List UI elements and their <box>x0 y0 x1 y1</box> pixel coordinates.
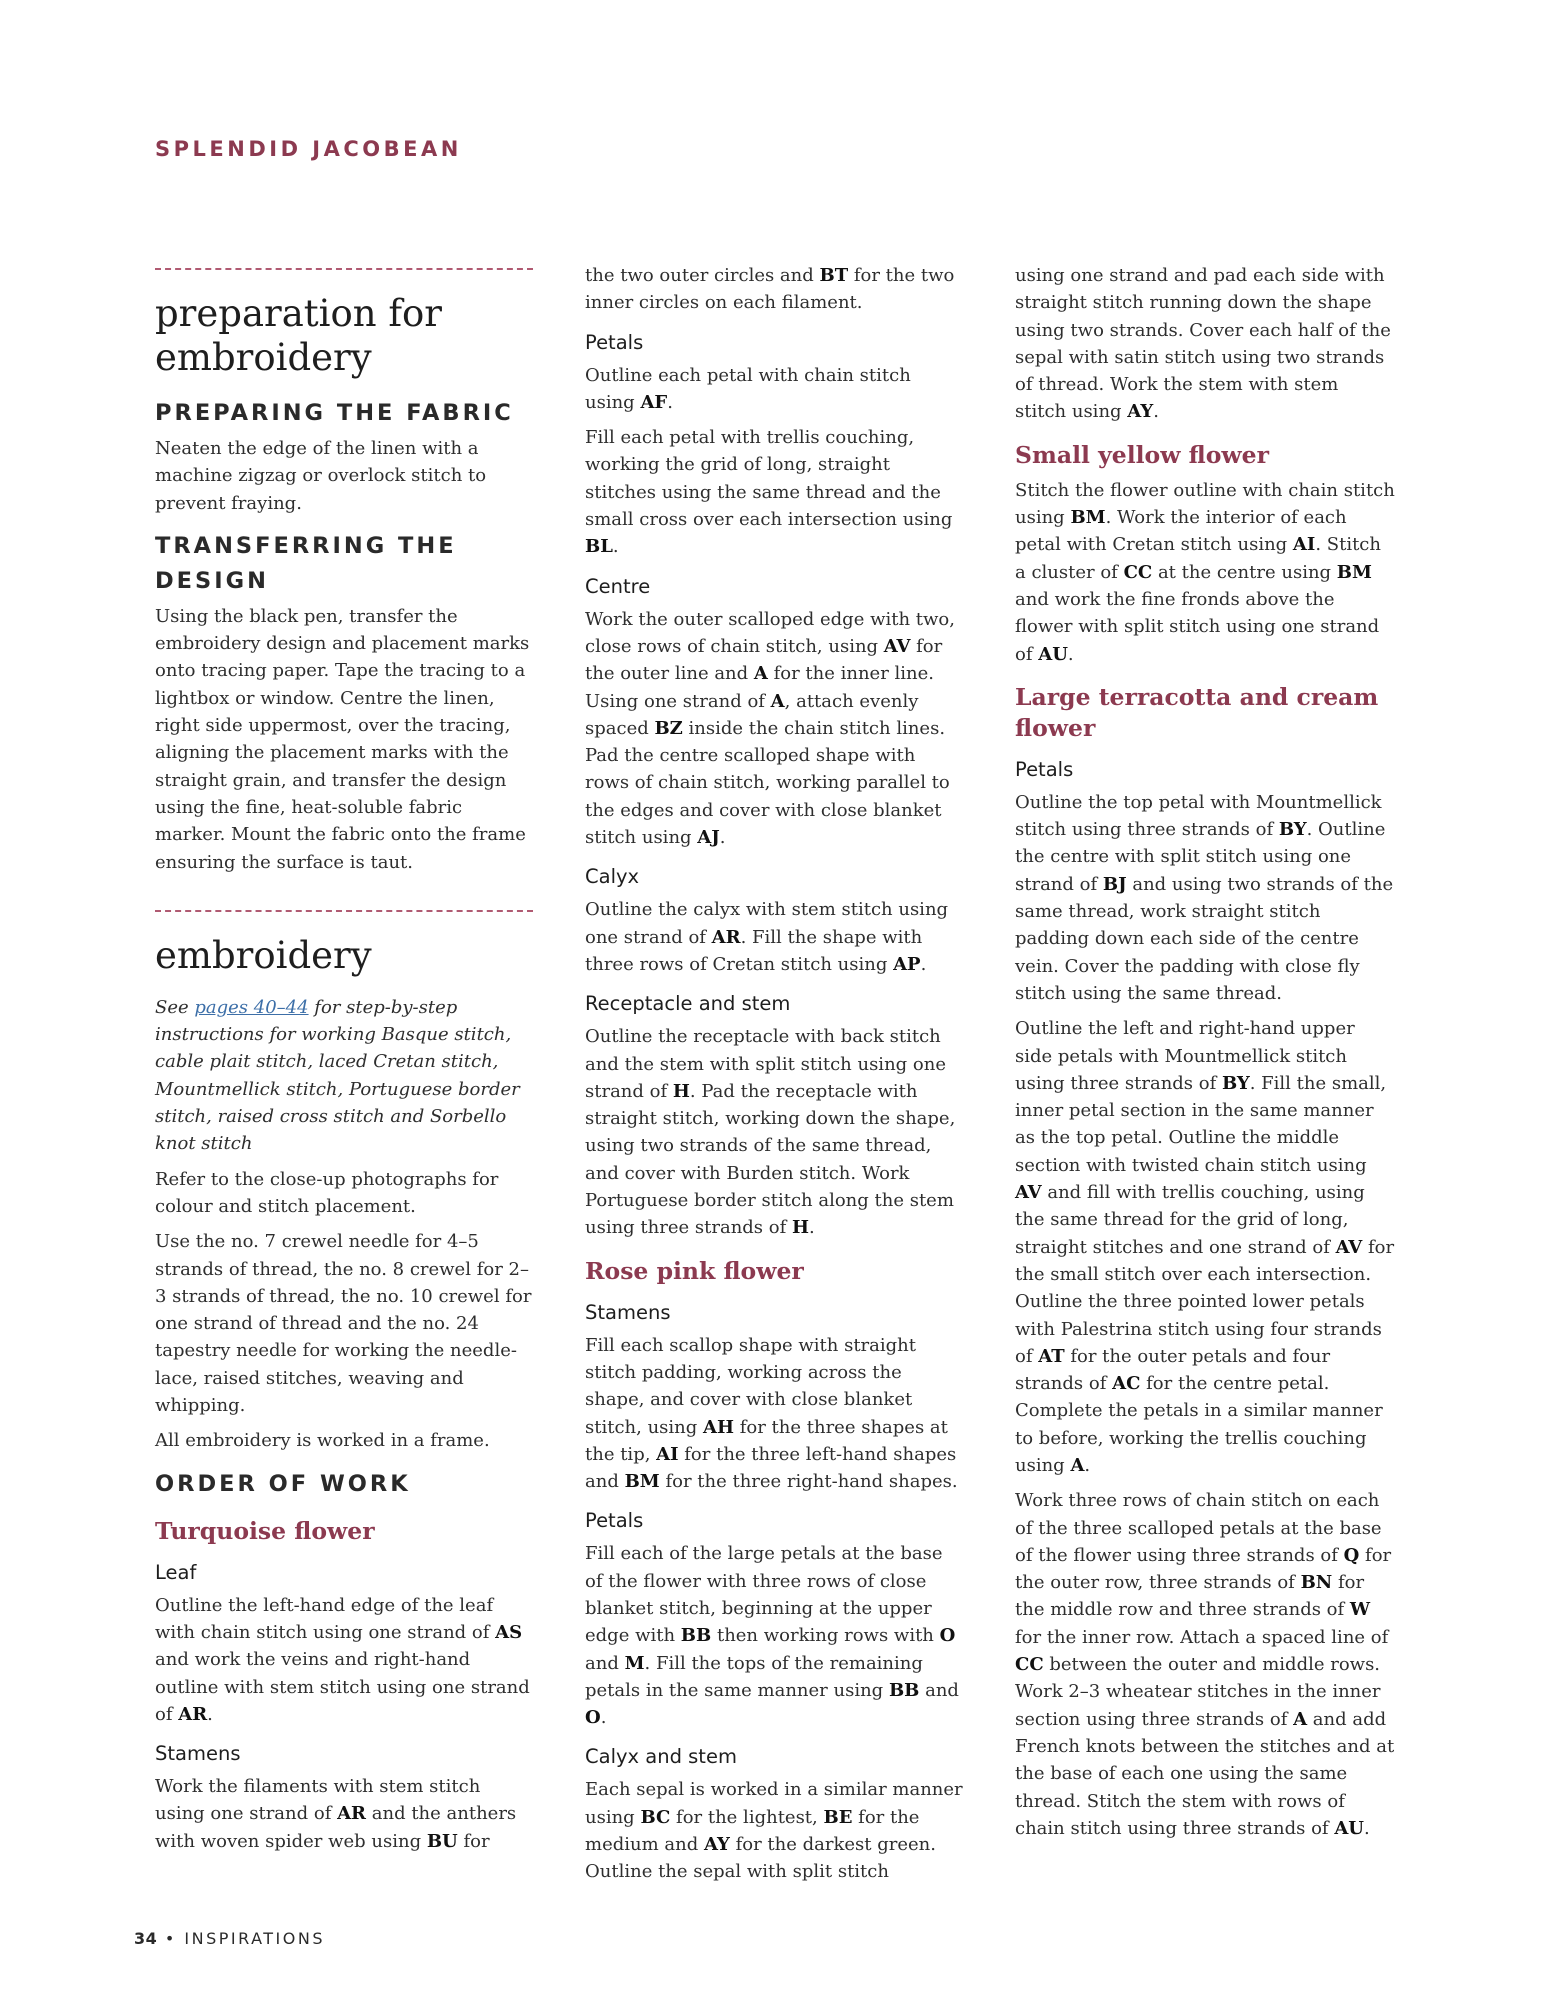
publication-name: INSPIRATIONS <box>184 1929 325 1948</box>
heading-calyx: Calyx <box>585 865 640 889</box>
paragraph-preparing-fabric: Neaten the edge of the linen with a machine zigzag or overlock stitch to prevent fraying. <box>155 438 487 514</box>
paragraph-terracotta-top-petal: Outline the top petal with Mountmellick stitch using three strands of BY. Outline the centre with split stitch using one strand of BJ and using two strands of the same thread, work straight stitch padding down each side of the centre vein. Cover the padding with close fly stitch using the same thread. <box>1015 791 1394 1004</box>
pages-link[interactable]: pages 40–44 <box>194 996 309 1018</box>
page-footer <box>134 1929 325 1948</box>
heading-order-of-work: ORDER OF WORK <box>155 1470 411 1497</box>
page-number: 34 <box>134 1929 158 1948</box>
paragraph-rose-stamens: Fill each scallop shape with straight stitch padding, working across the shape, and cover with close blanket stitch, using AH for the three shapes at the tip, AI for the three left-hand shapes and BM for the three right-hand shapes. <box>585 1334 958 1493</box>
subtitle-terracotta-flower: Large terracotta and cream flower <box>1015 682 1379 742</box>
note-rest: for step-by-step instructions for working Basque stitch, cable plait stitch, laced Cretan stitch, Mountmellick stitch, Portuguese border stitch, raised cross stitch and Sorbello knot stitch <box>155 996 520 1155</box>
heading-transferring-design: TRANSFERRING THE DESIGN <box>155 532 457 594</box>
heading-rose-stamens: Stamens <box>585 1300 671 1324</box>
heading-stamens: Stamens <box>155 1742 241 1766</box>
heading-rose-calyx-stem: Calyx and stem <box>585 1745 737 1769</box>
paragraph-petals-outline: Outline each petal with chain stitch using AF. <box>585 364 911 413</box>
heading-preparing-fabric: PREPARING THE FABRIC <box>155 400 514 426</box>
section-title-preparation: preparation for embroidery <box>155 292 442 379</box>
heading-receptacle-stem: Receptacle and stem <box>585 992 791 1016</box>
paragraph-yellow-flower: Stitch the flower outline with chain stitch using BM. Work the interior of each petal with Cretan stitch using AI. Stitch a cluster of CC at the centre using BM and work the fine fronds above the flower with split stitch using one strand of AU. <box>1015 479 1395 665</box>
paragraph-transferring-design: Using the black pen, transfer the embroidery design and placement marks onto tracing paper. Tape the tracing to a lightbox or window. Centre the linen, right side uppermost, over the tracing, aligning the placement marks with the straight grain, and transfer the design using the fine, heat-soluble fabric marker. Mount the fabric onto the frame ensuring the surface is taut. <box>155 605 530 873</box>
paragraph-frame: All embroidery is worked in a frame. <box>155 1430 490 1452</box>
section-divider <box>155 910 533 912</box>
paragraph-receptacle-stem: Outline the receptacle with back stitch and the stem with split stitch using one strand of H. Pad the receptacle with straight stitch, working down the shape, using two strands of the same thread, and cover with Burden stitch. Work Portuguese border stitch along the stem using three strands of H. <box>585 1026 956 1239</box>
paragraph-stamens-continued: the two outer circles and BT for the two inner circles on each filament. <box>585 265 955 314</box>
heading-leaf: Leaf <box>155 1560 197 1584</box>
column-2 <box>585 262 965 1894</box>
paragraph-refer-photos: Refer to the close-up photographs for colour and stitch placement. <box>155 1168 499 1217</box>
paragraph-rose-calyx-stem: Each sepal is worked in a similar manner using BC for the lightest, BE for the medium and AY for the darkest green. Outline the sepal with split stitch <box>585 1779 963 1883</box>
running-head: SPLENDID JACOBEAN <box>155 137 462 161</box>
subtitle-rose-pink-flower: Rose pink flower <box>585 1256 804 1285</box>
heading-terracotta-petals: Petals <box>1015 757 1074 781</box>
paragraph-calyx: Outline the calyx with stem stitch using one strand of AR. Fill the shape with three rows of Cretan stitch using AP. <box>585 899 949 975</box>
paragraph-terracotta-scalloped-petals: Work three rows of chain stitch on each of the three scalloped petals at the base of the flower using three strands of Q for the outer row, three strands of BN for the middle row and three strands of W for the inner row. Attach a spaced line of CC between the outer and middle rows. Work 2–3 wheatear stitches in the inner section using three strands of A and add French knots between the stitches and at the base of each one using the same thread. Stitch the stem with rows of chain stitch using three strands of AU. <box>1015 1490 1395 1839</box>
heading-centre: Centre <box>585 574 651 598</box>
paragraph-petals-fill: Fill each petal with trellis couching, working the grid of long, straight stitches using the same thread and the small cross over each intersection using BL. <box>585 427 953 558</box>
heading-petals: Petals <box>585 330 644 354</box>
paragraph-terracotta-side-petals: Outline the left and right-hand upper side petals with Mountmellick stitch using three strands of BY. Fill the small, inner petal section in the same manner as the top petal. Outline the middle section with twisted chain stitch using AV and fill with trellis couching, using the same thread for the grid of long, straight stitches and one strand of AV for the small stitch over each intersection. Outline the three pointed lower petals with Palestrina stitch using four strands of AT for the outer petals and four strands of AC for the centre petal. Complete the petals in a similar manner to before, working the trellis couching using A. <box>1015 1018 1395 1476</box>
paragraph-rose-petals: Fill each of the large petals at the base of the flower with three rows of close blanket stitch, beginning at the upper edge with BB then working rows with O and M. Fill the tops of the remaining petals in the same manner using BB and O. <box>585 1543 959 1729</box>
note-prefix: See <box>155 996 195 1018</box>
paragraph-leaf: Outline the left-hand edge of the leaf with chain stitch using one strand of AS and work the veins and right-hand outline with stem stitch using one strand of AR. <box>155 1594 530 1725</box>
paragraph-rose-calyx-continued: using one strand and pad each side with straight stitch running down the shape using two strands. Cover each half of the sepal with satin stitch using two strands of thread. Work the stem with stem stitch using AY. <box>1015 265 1391 423</box>
subtitle-small-yellow-flower: Small yellow flower <box>1015 440 1269 469</box>
subtitle-turquoise-flower: Turquoise flower <box>155 1516 375 1545</box>
heading-rose-petals: Petals <box>585 1509 644 1533</box>
paragraph-centre: Work the outer scalloped edge with two, close rows of chain stitch, using AV for the outer line and A for the inner line. Using one strand of A, attach evenly spaced BZ inside the chain stitch lines. Pad the centre scalloped shape with rows of chain stitch, working parallel to the edges and cover with close blanket stitch using AJ. <box>585 608 955 849</box>
section-divider <box>155 268 533 270</box>
step-by-step-note <box>155 994 535 1158</box>
column-3 <box>1015 262 1395 1850</box>
footer-separator: • <box>164 1929 177 1948</box>
paragraph-stamens: Work the filaments with stem stitch using one strand of AR and the anthers with woven spider web using BU for <box>155 1776 517 1852</box>
paragraph-needles: Use the no. 7 crewel needle for 4–5 strands of thread, the no. 8 crewel for 2–3 strands of thread, the no. 10 crewel for one strand of thread and the no. 24 tapestry needle for working the needle-lace, raised stitches, weaving and whipping. <box>155 1231 532 1417</box>
column-1 <box>155 262 535 1863</box>
section-title-embroidery: embroidery <box>155 933 372 977</box>
